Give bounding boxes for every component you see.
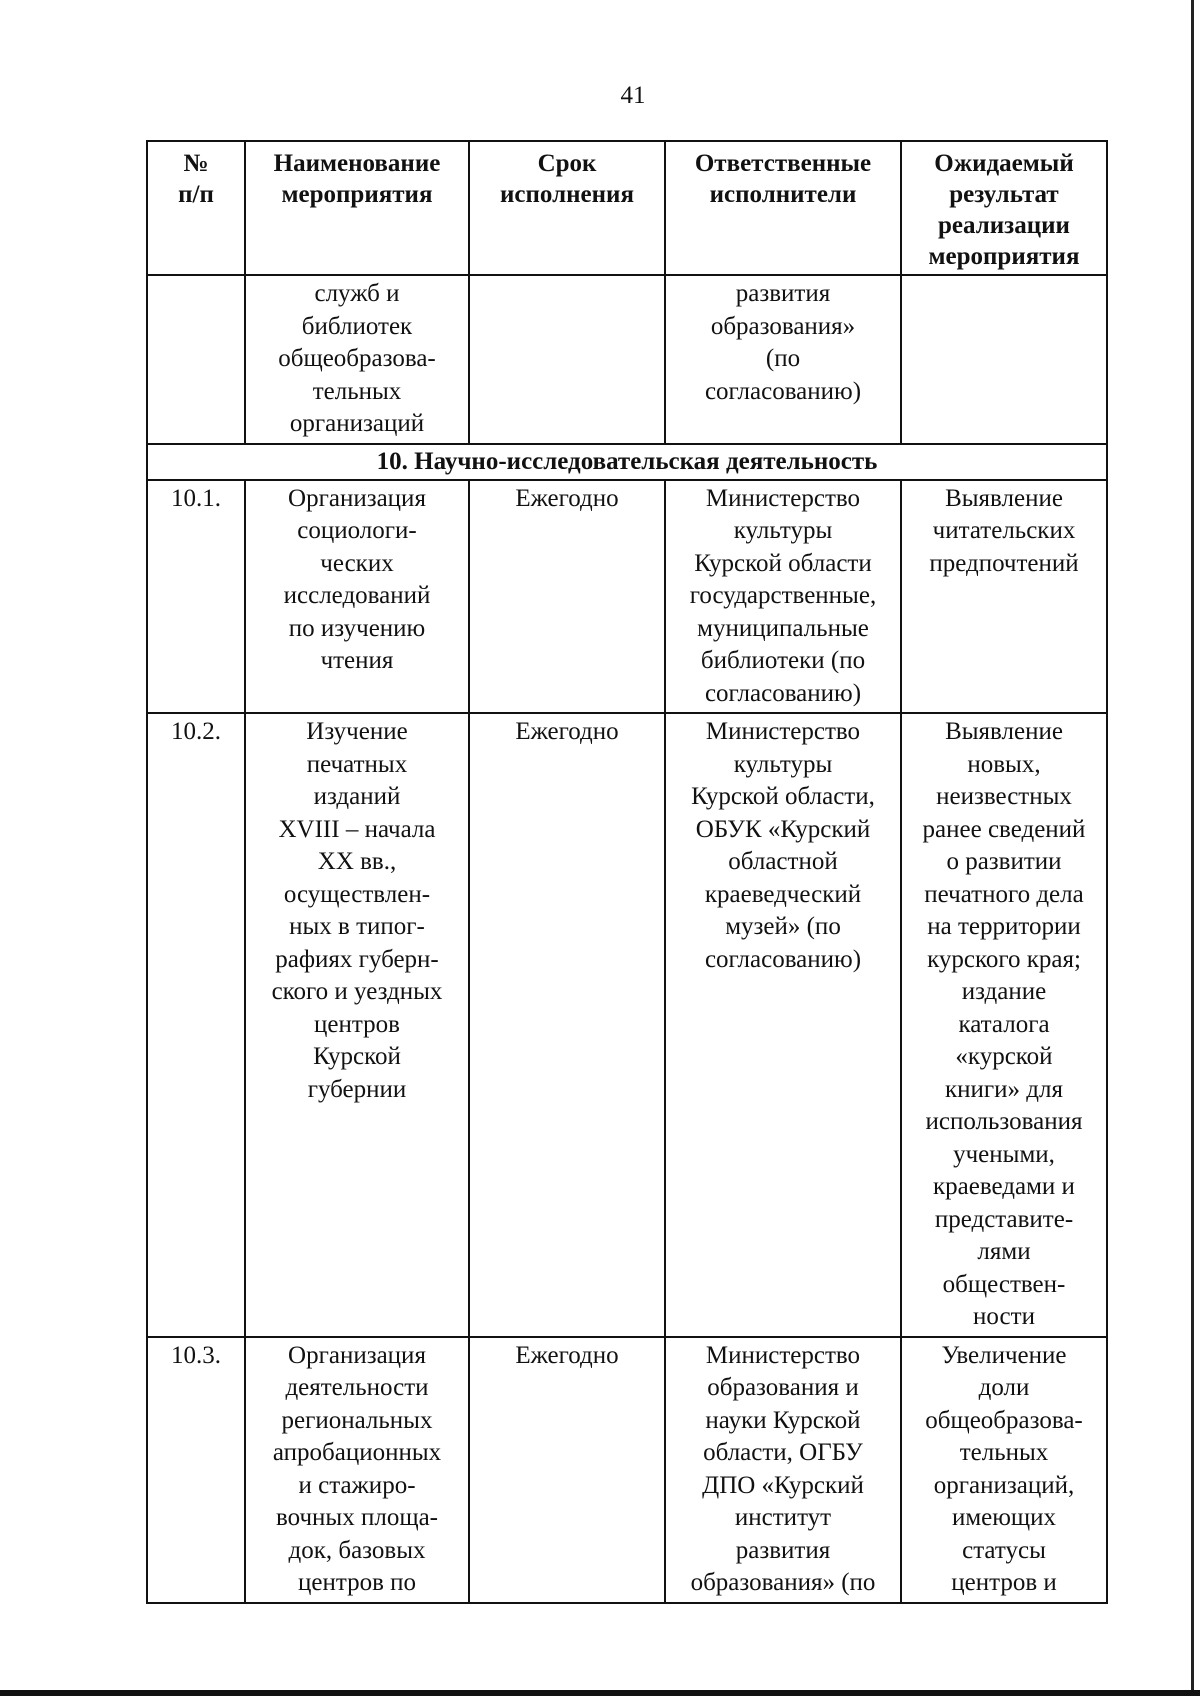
cell-event-name: Организация деятельности региональных апробационных и стажиро- вочных площа- док, базовых центров по — [245, 1337, 469, 1603]
cell-term: Ежегодно — [469, 480, 665, 714]
cell-number: 10.3. — [147, 1337, 245, 1603]
header-term: Срок исполнения — [469, 141, 665, 275]
cell-responsible: Министерство культуры Курской области, ОБУК «Курский областной краеведческий музей» (по согласованию) — [665, 713, 901, 1337]
header-number: № п/п — [147, 141, 245, 275]
cell-number: 10.2. — [147, 713, 245, 1337]
cell-expected-result: Увеличение доли общеобразова- тельных организаций, имеющих статусы центров и — [901, 1337, 1107, 1603]
section-heading-row — [147, 444, 1107, 480]
cell-expected-result — [901, 275, 1107, 444]
cell-expected-result: Выявление новых, неизвестных ранее сведений о развитии печатного дела на территории курского края; издание каталога «курской книги» для использования учеными, краеведами и представите- лями обществен- ности — [901, 713, 1107, 1337]
cell-term: Ежегодно — [469, 1337, 665, 1603]
header-expected-result: Ожидаемый результат реализации мероприятия — [901, 141, 1107, 275]
plan-table — [146, 140, 1108, 1604]
header-event-name: Наименование мероприятия — [245, 141, 469, 275]
scan-edge-bottom — [0, 1690, 1200, 1696]
cell-responsible: Министерство культуры Курской области государственные, муниципальные библиотеки (по согласованию) — [665, 480, 901, 714]
table-header-row — [147, 141, 1107, 275]
table-row — [147, 1337, 1107, 1603]
cell-responsible: Министерство образования и науки Курской области, ОГБУ ДПО «Курский институт развития образования» (по — [665, 1337, 901, 1603]
cell-term: Ежегодно — [469, 713, 665, 1337]
cell-number: 10.1. — [147, 480, 245, 714]
cell-responsible: развития образования» (по согласованию) — [665, 275, 901, 444]
cell-event-name: служб и библиотек общеобразова- тельных организаций — [245, 275, 469, 444]
header-responsible: Ответственные исполнители — [665, 141, 901, 275]
scan-edge-right — [1191, 0, 1194, 1690]
cell-event-name: Изучение печатных изданий XVIII – начала XX вв., осуществлен- ных в типог- рафиях губерн- ского и уездных центров Курской губернии — [245, 713, 469, 1337]
cell-number — [147, 275, 245, 444]
cell-event-name: Организация социологи- ческих исследований по изучению чтения — [245, 480, 469, 714]
section-title: 10. Научно-исследовательская деятельность — [147, 444, 1107, 480]
cell-term — [469, 275, 665, 444]
table-row — [147, 713, 1107, 1337]
cell-expected-result: Выявление читательских предпочтений — [901, 480, 1107, 714]
table-row — [147, 480, 1107, 714]
page-number: 41 — [620, 82, 646, 109]
table-row-continuation — [147, 275, 1107, 444]
